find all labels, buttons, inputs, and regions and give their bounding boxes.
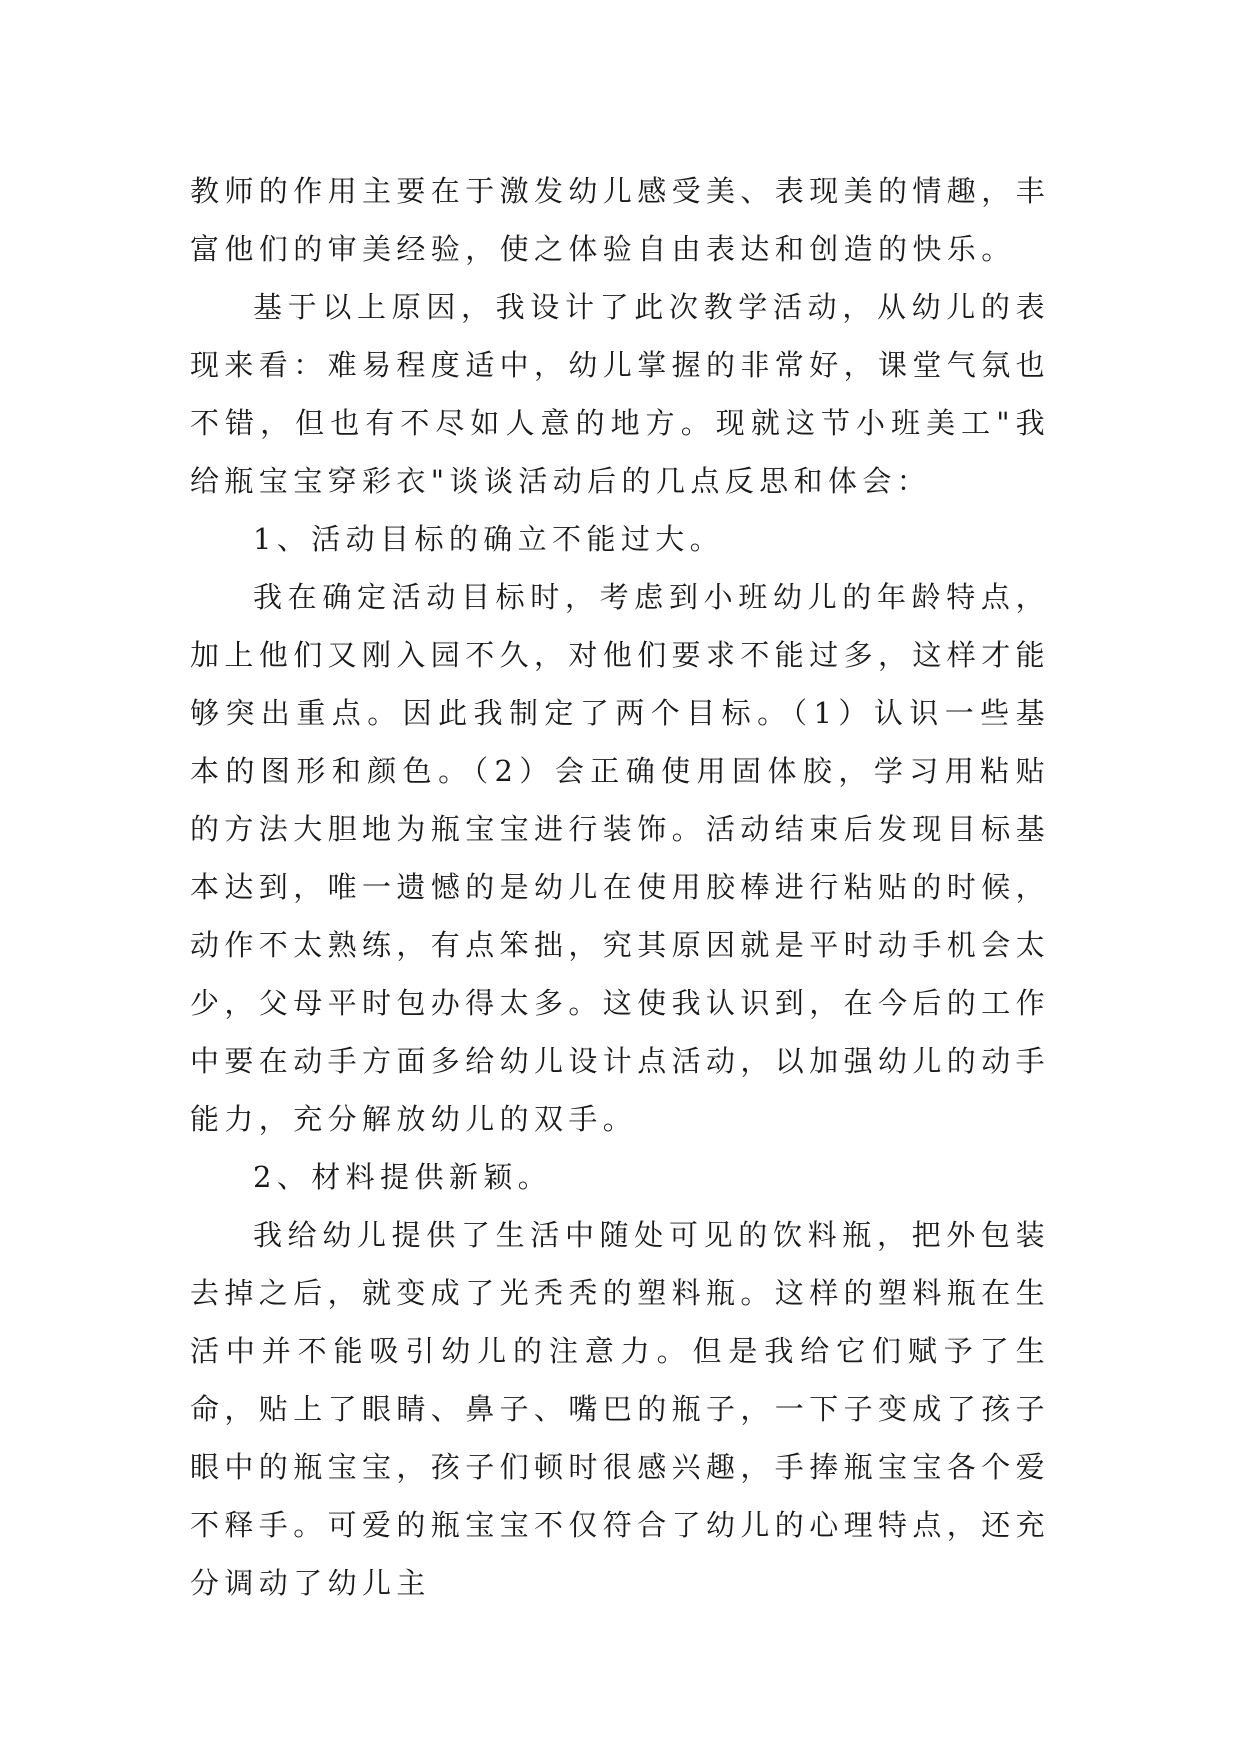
paragraph-3-heading: 1、活动目标的确立不能过大。 — [253, 522, 725, 556]
paragraph-6: 我给幼儿提供了生活中随处可见的饮料瓶，把外包装去掉之后，就变成了光秃秃的塑料瓶。这样的塑料瓶在生活中并不能吸引幼儿的注意力。但是我给它们赋予了生命，贴上了眼睛、鼻子、嘴巴的瓶子，一下子变成了孩子眼中的瓶宝宝，孩子们顿时很感兴趣，手捧瓶宝宝各个爱不释手。可爱的瓶宝宝不仅符合了幼儿的心理特点，还充分调动了幼儿主 — [190, 1218, 1051, 1600]
paragraph-1: 教师的作用主要在于激发幼儿感受美、表现美的情趣，丰富他们的审美经验，使之体验自由表达和创造的快乐。 — [190, 174, 1051, 266]
paragraph-4: 我在确定活动目标时，考虑到小班幼儿的年龄特点，加上他们又刚入园不久，对他们要求不能过多，这样才能够突出重点。因此我制定了两个目标。（1）认识一些基本的图形和颜色。（2）会正确使用固体胶，学习用粘贴的方法大胆地为瓶宝宝进行装饰。活动结束后发现目标基本达到，唯一遗憾的是幼儿在使用胶棒进行粘贴的时候，动作不太熟练，有点笨拙，究其原因就是平时动手机会太少，父母平时包办得太多。这使我认识到，在今后的工作中要在动手方面多给幼儿设计点活动，以加强幼儿的动手能力，充分解放幼儿的双手。 — [190, 580, 1051, 1136]
body-text — [190, 162, 1050, 1612]
paragraph-2: 基于以上原因，我设计了此次教学活动，从幼儿的表现来看：难易程度适中，幼儿掌握的非常好，课堂气氛也不错，但也有不尽如人意的地方。现就这节小班美工"我给瓶宝宝穿彩衣"谈谈活动后的几点反思和体会： — [190, 290, 1051, 498]
paragraph-5-heading: 2、材料提供新颖。 — [253, 1160, 553, 1194]
